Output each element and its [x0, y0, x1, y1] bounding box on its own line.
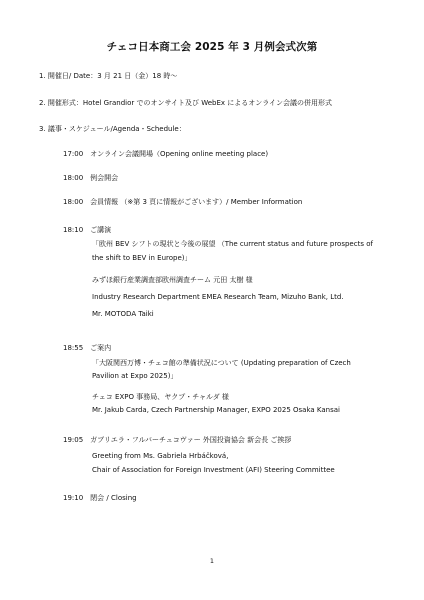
schedule-1910: 19:10 閉会 / Closing — [63, 494, 137, 502]
lecturer-name: Mr. MOTODA Taiki — [92, 310, 154, 318]
schedule-1810-heading: 18:10 ご講演 — [63, 226, 112, 234]
expo-title-line2: Pavilion at Expo 2025)」 — [92, 372, 178, 380]
item-format: 2. 開催形式：Hotel Grandior でのオンサイト及び WebEx によるオンライン会議の併用形式 — [39, 99, 333, 107]
lecture-title-line1: 「欧州 BEV シフトの現状と今後の展望 （The current status and future prospects of — [92, 240, 373, 248]
page-number: 1 — [209, 557, 215, 565]
schedule-1905-heading: 19:05 ガブリエラ・フルバーチュコヴァー 外国投資協会 新会長 ご挨拶 — [63, 436, 292, 444]
schedule-1800-member: 18:00 会員情報 （※第 3 頁に情報がございます）/ Member Information — [63, 198, 303, 206]
schedule-1800-open: 18:00 例会開会 — [63, 174, 119, 182]
schedule-1700: 17:00 オンライン会議開場（Opening online meeting place) — [63, 150, 269, 158]
item-date: 1. 開催日/ Date：3 月 21 日（金）18 時～ — [39, 72, 178, 80]
lecturer-affiliation-en: Industry Research Department EMEA Research Team, Mizuho Bank, Ltd. — [92, 293, 344, 301]
schedule-1855-heading: 18:55 ご案内 — [63, 344, 112, 352]
item-agenda: 3. 議事・スケジュール/Agenda・Schedule： — [39, 125, 186, 133]
lecture-title-line2: the shift to BEV in Europe)」 — [92, 254, 192, 262]
document-title: チェコ日本商工会 2025 年 3 月例会式次第 — [106, 41, 318, 53]
lecturer-affiliation-ja: みずほ銀行産業調査部欧州調査チーム 元田 太樹 様 — [92, 276, 253, 284]
greeting-line1: Greeting from Ms. Gabriela Hrbáčková, — [92, 452, 229, 460]
expo-speaker-ja: チェコ EXPO 事務局、ヤクプ・チャルダ 様 — [92, 393, 229, 401]
expo-speaker-en: Mr. Jakub Carda, Czech Partnership Manager, EXPO 2025 Osaka Kansai — [92, 406, 340, 414]
greeting-line2: Chair of Association for Foreign Investment (AFI) Steering Committee — [92, 466, 335, 474]
expo-title-line1: 「大阪関西万博・チェコ館の準備状況について (Updating preparation of Czech — [92, 359, 351, 367]
